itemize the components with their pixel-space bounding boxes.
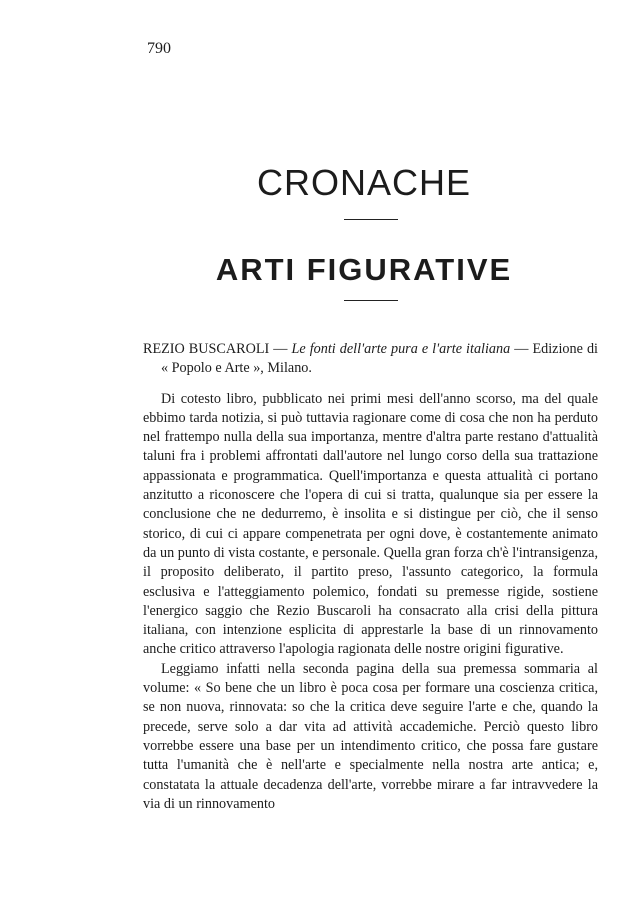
section-title: CRONACHE [256,162,471,203]
paragraph: Di cotesto libro, pubblicato nei primi mesi dell'anno scorso, ma del quale ebbimo tarda notizia, si può tuttavia ragionare come di cosa che non ha perduto nel frattempo nulla della sua importanza, mentre d'altra parte restano d'attualità taluni fra i problemi affrontati dall'autore nel lungo corso della sua trattazione appassionata e programmatica. Quell'importanza e questa attualità ci portano anzitutto a riconoscere che l'opera di cui si tratta, qualunque sia per essere la conclusione che ne dedurremo, è insolita e si distingue per ciò, che il senso storico, di cui ci appare compenetrata per ogni dove, è costantemente animato da un punto di vista costante, e personale. Quella gran forza ch'è l'intransigenza, il proposito deliberato, il partito preso, l'assunto categorico, la formula esclusiva e l'atteggiamento polemico, fondati su premesse rigide, sostiene l'energico saggio che Rezio Buscaroli ha consacrato alla crisi della pittura italiana, con intenzione esplicita di apprestarle la base di un rinnovamento anche critico attraverso l'apologia ragionata delle nostre origini figurative. [143,390,598,658]
book-author: REZIO BUSCAROLI — [143,341,292,357]
book-entry [143,340,598,379]
book-title: Le fonti dell'arte pura e l'arte italiana [291,341,511,357]
title-divider [344,219,398,220]
book-publisher: — Edizione di « Popolo e Arte », Milano. [161,341,598,377]
section-subtitle: ARTI FIGURATIVE [215,252,513,287]
article-body [143,340,598,814]
page-number: 790 [147,40,171,57]
subtitle-divider [344,300,398,301]
paragraph: Leggiamo infatti nella seconda pagina della sua premessa sommaria al volume: « So bene che un libro è poca cosa per formare una coscienza critica, se non nuova, rinnovata: so che la critica deve seguire l'arte e che, quando la precede, serve solo a dar vita ad attività accademiche. Perciò questo libro vorrebbe essere una base per un intendimento critico, che possa fare gustare tutta l'umanità che è nell'arte e specialmente nella nostra arte antica; e, constatata la attuale decadenza dell'arte, vorrebbe mirare a far intravvedere la via di un rinnovamento [143,660,598,812]
